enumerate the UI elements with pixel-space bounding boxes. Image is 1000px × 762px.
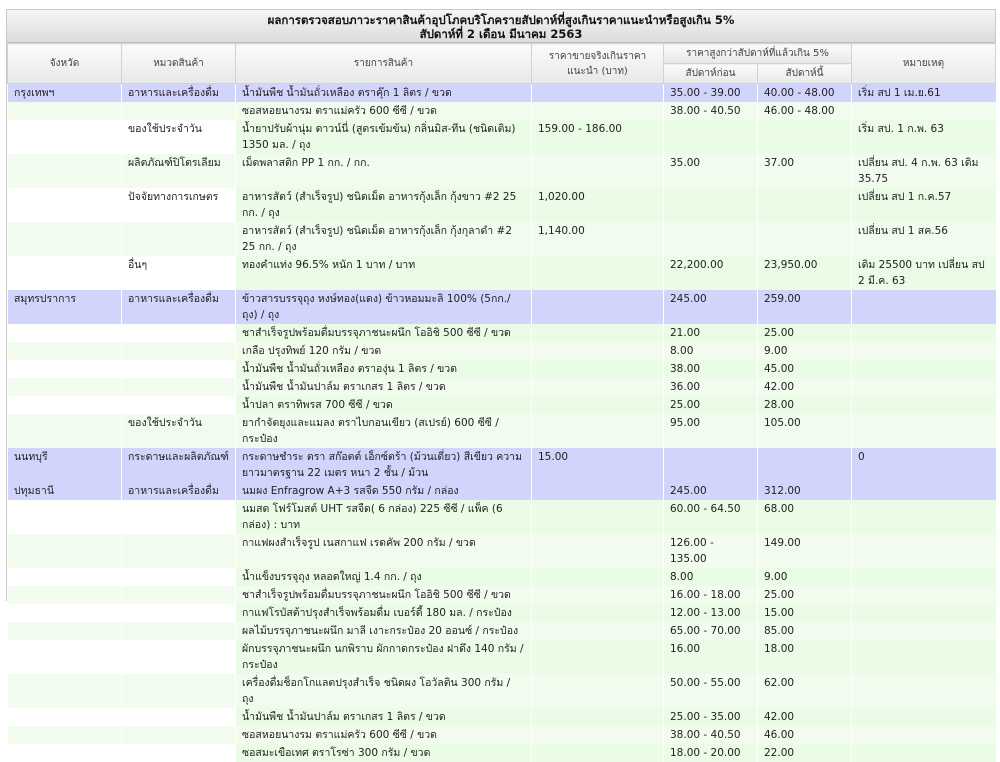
prev-week-cell: 25.00 [664, 396, 758, 414]
this-week-cell [758, 188, 852, 222]
table-row [8, 604, 996, 622]
province-cell [8, 120, 122, 154]
province-cell [8, 726, 122, 744]
item-cell: น้ำยาปรับผ้านุ่ม ดาวน์นี่ (สูตรเข้มข้น) กลิ่นมิส-ทีน (ชนิดเติม) 1350 มล. / ถุง [236, 120, 532, 154]
col-header-province: จังหวัด [8, 44, 122, 84]
category-cell [122, 360, 236, 378]
province-cell [8, 360, 122, 378]
prev-week-cell: 35.00 [664, 154, 758, 188]
item-cell: ชาสำเร็จรูปพร้อมดื่มบรรจุภาชนะผนึก โออิชิ 500 ซีซี / ขวด [236, 324, 532, 342]
item-cell: ซอสมะเขือเทศ ตราโรซ่า 300 กรัม / ขวด [236, 744, 532, 762]
table-row [8, 708, 996, 726]
note-cell [852, 586, 996, 604]
note-cell: เดิม 25500 บาท เปลี่ยน สป 2 มี.ค. 63 [852, 256, 996, 290]
province-cell [8, 604, 122, 622]
table-row [8, 188, 996, 222]
this-week-cell: 37.00 [758, 154, 852, 188]
table-row [8, 414, 996, 448]
note-cell [852, 622, 996, 640]
report-title-line2: สัปดาห์ที่ 2 เดือน มีนาคม 2563 [7, 27, 995, 41]
item-cell: ซอสหอยนางรม ตราแม่ครัว 600 ซีซี / ขวด [236, 726, 532, 744]
province-cell [8, 586, 122, 604]
col-header-category: หมวดสินค้า [122, 44, 236, 84]
this-week-cell: 22.00 [758, 744, 852, 762]
this-week-cell: 18.00 [758, 640, 852, 674]
item-cell: น้ำปลา ตราทิพรส 700 ซีซี / ขวด [236, 396, 532, 414]
category-cell [122, 342, 236, 360]
province-cell: สมุทรปราการ [8, 290, 122, 324]
province-cell [8, 414, 122, 448]
item-cell: ชาสำเร็จรูปพร้อมดื่มบรรจุภาชนะผนึก โออิชิ 500 ซีซี / ขวด [236, 586, 532, 604]
prev-week-cell: 16.00 [664, 640, 758, 674]
prev-week-cell [664, 222, 758, 256]
prev-week-cell: 36.00 [664, 378, 758, 396]
category-cell [122, 324, 236, 342]
item-cell: นมผง Enfragrow A+3 รสจืด 550 กรัม / กล่อง [236, 482, 532, 500]
province-cell [8, 342, 122, 360]
table-row [8, 120, 996, 154]
note-cell [852, 396, 996, 414]
ref-price-cell [532, 324, 664, 342]
category-cell [122, 708, 236, 726]
item-cell: เกลือ ปรุงทิพย์ 120 กรัม / ขวด [236, 342, 532, 360]
table-row [8, 500, 996, 534]
province-cell: ปทุมธานี [8, 482, 122, 500]
prev-week-cell [664, 188, 758, 222]
note-cell: 0 [852, 448, 996, 482]
category-cell [122, 674, 236, 708]
prev-week-cell: 50.00 - 55.00 [664, 674, 758, 708]
prev-week-cell: 38.00 [664, 360, 758, 378]
note-cell [852, 500, 996, 534]
this-week-cell: 42.00 [758, 378, 852, 396]
prev-week-cell: 38.00 - 40.50 [664, 102, 758, 120]
prev-week-cell: 16.00 - 18.00 [664, 586, 758, 604]
item-cell: น้ำมันพืช น้ำมันถั่วเหลือง ตราคุ๊ก 1 ลิตร / ขวด [236, 84, 532, 103]
category-cell [122, 396, 236, 414]
category-cell [122, 102, 236, 120]
prev-week-cell [664, 120, 758, 154]
category-cell [122, 622, 236, 640]
province-cell [8, 674, 122, 708]
category-cell [122, 222, 236, 256]
category-cell [122, 640, 236, 674]
category-cell: อาหารและเครื่องดื่ม [122, 290, 236, 324]
table-row [8, 534, 996, 568]
note-cell [852, 102, 996, 120]
ref-price-cell [532, 604, 664, 622]
prev-week-cell: 245.00 [664, 482, 758, 500]
this-week-cell: 28.00 [758, 396, 852, 414]
ref-price-cell [532, 360, 664, 378]
prev-week-cell: 95.00 [664, 414, 758, 448]
prev-week-cell: 60.00 - 64.50 [664, 500, 758, 534]
item-cell: น้ำแข็งบรรจุถุง หลอดใหญ่ 1.4 กก. / ถุง [236, 568, 532, 586]
province-cell [8, 534, 122, 568]
table-row [8, 378, 996, 396]
category-cell [122, 568, 236, 586]
note-cell: เปลี่ยน สป 1 ก.ค.57 [852, 188, 996, 222]
table-row [8, 640, 996, 674]
ref-price-cell [532, 674, 664, 708]
note-cell [852, 534, 996, 568]
prev-week-cell: 21.00 [664, 324, 758, 342]
this-week-cell: 259.00 [758, 290, 852, 324]
table-row [8, 222, 996, 256]
prev-week-cell: 22,200.00 [664, 256, 758, 290]
item-cell: อาหารสัตว์ (สำเร็จรูป) ชนิดเม็ด อาหารกุ้งเล็ก กุ้งกุลาดำ #2 25 กก. / ถุง [236, 222, 532, 256]
ref-price-cell [532, 708, 664, 726]
note-cell [852, 342, 996, 360]
ref-price-cell [532, 568, 664, 586]
item-cell: ทองคำแท่ง 96.5% หนัก 1 บาท / บาท [236, 256, 532, 290]
price-table [7, 43, 996, 762]
province-cell [8, 378, 122, 396]
item-cell: อาหารสัตว์ (สำเร็จรูป) ชนิดเม็ด อาหารกุ้งเล็ก กุ้งขาว #2 25 กก. / ถุง [236, 188, 532, 222]
category-cell: ของใช้ประจำวัน [122, 120, 236, 154]
ref-price-cell: 15.00 [532, 448, 664, 482]
prev-week-cell: 8.00 [664, 568, 758, 586]
this-week-cell: 149.00 [758, 534, 852, 568]
category-cell: ปัจจัยทางการเกษตร [122, 188, 236, 222]
category-cell [122, 500, 236, 534]
col-header-ref-price: ราคาขายจริงเกินราคาแนะนำ (บาท) [532, 44, 664, 84]
prev-week-cell: 245.00 [664, 290, 758, 324]
this-week-cell: 46.00 [758, 726, 852, 744]
table-row [8, 84, 996, 103]
item-cell: น้ำมันพืช น้ำมันถั่วเหลือง ตราองุ่น 1 ลิตร / ขวด [236, 360, 532, 378]
ref-price-cell [532, 378, 664, 396]
table-row [8, 342, 996, 360]
table-row [8, 622, 996, 640]
ref-price-cell [532, 396, 664, 414]
this-week-cell: 9.00 [758, 342, 852, 360]
item-cell: นมสด โฟร์โมสต์ UHT รสจืด( 6 กล่อง) 225 ซีซี / แพ็ค (6 กล่อง) : บาท [236, 500, 532, 534]
note-cell [852, 482, 996, 500]
category-cell: อาหารและเครื่องดื่ม [122, 84, 236, 103]
prev-week-cell: 65.00 - 70.00 [664, 622, 758, 640]
province-cell [8, 744, 122, 762]
item-cell: เครื่องดื่มช็อกโกแลตปรุงสำเร็จ ชนิดผง โอวัลติน 300 กรัม / ถุง [236, 674, 532, 708]
this-week-cell: 9.00 [758, 568, 852, 586]
report-title-line1: ผลการตรวจสอบภาวะราคาสินค้าอุปโภคบริโภครายสัปดาห์ที่สูงเกินราคาแนะนำหรือสูงเกิน 5% [7, 13, 995, 27]
this-week-cell [758, 222, 852, 256]
col-header-this-week: สัปดาห์นี้ [758, 64, 852, 84]
this-week-cell: 62.00 [758, 674, 852, 708]
this-week-cell [758, 120, 852, 154]
prev-week-cell [664, 448, 758, 482]
category-cell: ผลิตภัณฑ์ปิโตรเลียม [122, 154, 236, 188]
col-header-over5-group: ราคาสูงกว่าสัปดาห์ที่แล้วเกิน 5% [664, 44, 852, 64]
this-week-cell: 40.00 - 48.00 [758, 84, 852, 103]
ref-price-cell [532, 414, 664, 448]
note-cell [852, 744, 996, 762]
province-cell [8, 188, 122, 222]
province-cell [8, 154, 122, 188]
note-cell [852, 674, 996, 708]
note-cell [852, 378, 996, 396]
ref-price-cell [532, 500, 664, 534]
prev-week-cell: 126.00 - 135.00 [664, 534, 758, 568]
ref-price-cell: 1,020.00 [532, 188, 664, 222]
province-cell: นนทบุรี [8, 448, 122, 482]
table-row [8, 290, 996, 324]
this-week-cell: 105.00 [758, 414, 852, 448]
prev-week-cell: 8.00 [664, 342, 758, 360]
ref-price-cell [532, 84, 664, 103]
table-row [8, 448, 996, 482]
table-row [8, 154, 996, 188]
province-cell [8, 102, 122, 120]
report-panel [6, 9, 996, 601]
item-cell: ข้าวสารบรรจุถุง หงษ์ทอง(แดง) ข้าวหอมมะลิ 100% (5กก./ถุง) / ถุง [236, 290, 532, 324]
this-week-cell: 85.00 [758, 622, 852, 640]
note-cell [852, 290, 996, 324]
province-cell [8, 256, 122, 290]
item-cell: กระดาษชำระ ตรา สก๊อตต์ เอ็กซ์ตร้า (ม้วนเดี่ยว) สีเขียว ความยาวมาตรฐาน 22 เมตร หนา 2 ชั้น / ม้วน [236, 448, 532, 482]
province-cell [8, 222, 122, 256]
category-cell: ของใช้ประจำวัน [122, 414, 236, 448]
ref-price-cell [532, 102, 664, 120]
this-week-cell: 46.00 - 48.00 [758, 102, 852, 120]
province-cell: กรุงเทพฯ [8, 84, 122, 103]
province-cell [8, 708, 122, 726]
note-cell [852, 360, 996, 378]
col-header-item: รายการสินค้า [236, 44, 532, 84]
note-cell [852, 568, 996, 586]
province-cell [8, 396, 122, 414]
item-cell: ผลไม้บรรจุภาชนะผนึก มาลี เงาะกระป๋อง 20 ออนซ์ / กระป๋อง [236, 622, 532, 640]
province-cell [8, 324, 122, 342]
ref-price-cell [532, 154, 664, 188]
table-row [8, 360, 996, 378]
table-row [8, 568, 996, 586]
ref-price-cell [532, 622, 664, 640]
note-cell [852, 414, 996, 448]
ref-price-cell: 159.00 - 186.00 [532, 120, 664, 154]
province-cell [8, 622, 122, 640]
province-cell [8, 500, 122, 534]
this-week-cell: 312.00 [758, 482, 852, 500]
ref-price-cell [532, 534, 664, 568]
note-cell: เปลี่ยน สป 1 สค.56 [852, 222, 996, 256]
col-header-note: หมายเหตุ [852, 44, 996, 84]
table-row [8, 586, 996, 604]
ref-price-cell [532, 256, 664, 290]
prev-week-cell: 12.00 - 13.00 [664, 604, 758, 622]
note-cell [852, 708, 996, 726]
this-week-cell: 23,950.00 [758, 256, 852, 290]
province-cell [8, 640, 122, 674]
category-cell [122, 604, 236, 622]
prev-week-cell: 35.00 - 39.00 [664, 84, 758, 103]
prev-week-cell: 38.00 - 40.50 [664, 726, 758, 744]
category-cell: กระดาษและผลิตภัณฑ์ [122, 448, 236, 482]
this-week-cell: 42.00 [758, 708, 852, 726]
note-cell: เริ่ม สป. 1 ก.พ. 63 [852, 120, 996, 154]
category-cell [122, 726, 236, 744]
table-row [8, 744, 996, 762]
table-row [8, 674, 996, 708]
note-cell [852, 640, 996, 674]
category-cell: อื่นๆ [122, 256, 236, 290]
item-cell: น้ำมันพืช น้ำมันปาล์ม ตราเกสร 1 ลิตร / ขวด [236, 708, 532, 726]
table-row [8, 324, 996, 342]
category-cell [122, 586, 236, 604]
ref-price-cell [532, 342, 664, 360]
category-cell [122, 534, 236, 568]
ref-price-cell: 1,140.00 [532, 222, 664, 256]
table-row [8, 726, 996, 744]
note-cell [852, 324, 996, 342]
note-cell: เริ่ม สป 1 เม.ย.61 [852, 84, 996, 103]
table-row [8, 396, 996, 414]
table-row [8, 256, 996, 290]
ref-price-cell [532, 586, 664, 604]
ref-price-cell [532, 726, 664, 744]
item-cell: ผักบรรจุภาชนะผนึก นกพิราบ ผักกาดกระป๋อง ฝาดึง 140 กรัม / กระป๋อง [236, 640, 532, 674]
item-cell: ยากำจัดยุงและแมลง ตราไบกอนเขียว (สเปรย์) 600 ซีซี / กระป๋อง [236, 414, 532, 448]
category-cell [122, 378, 236, 396]
this-week-cell: 68.00 [758, 500, 852, 534]
this-week-cell: 15.00 [758, 604, 852, 622]
ref-price-cell [532, 744, 664, 762]
this-week-cell: 25.00 [758, 586, 852, 604]
this-week-cell [758, 448, 852, 482]
category-cell: อาหารและเครื่องดื่ม [122, 482, 236, 500]
col-header-prev-week: สัปดาห์ก่อน [664, 64, 758, 84]
item-cell: ซอสหอยนางรม ตราแม่ครัว 600 ซีซี / ขวด [236, 102, 532, 120]
item-cell: เม็ดพลาสติก PP 1 กก. / กก. [236, 154, 532, 188]
prev-week-cell: 25.00 - 35.00 [664, 708, 758, 726]
ref-price-cell [532, 640, 664, 674]
table-body [8, 84, 996, 762]
this-week-cell: 25.00 [758, 324, 852, 342]
table-row [8, 482, 996, 500]
report-title [7, 10, 995, 43]
item-cell: กาแฟผงสำเร็จรูป เนสกาแฟ เรดคัพ 200 กรัม / ขวด [236, 534, 532, 568]
item-cell: น้ำมันพืช น้ำมันปาล์ม ตราเกสร 1 ลิตร / ขวด [236, 378, 532, 396]
item-cell: กาแฟโรบัสต้าปรุงสำเร็จพร้อมดื่ม เบอร์ดี้ 180 มล. / กระป๋อง [236, 604, 532, 622]
category-cell [122, 744, 236, 762]
this-week-cell: 45.00 [758, 360, 852, 378]
note-cell [852, 604, 996, 622]
province-cell [8, 568, 122, 586]
prev-week-cell: 18.00 - 20.00 [664, 744, 758, 762]
note-cell [852, 726, 996, 744]
ref-price-cell [532, 290, 664, 324]
note-cell: เปลี่ยน สป. 4 ก.พ. 63 เดิม 35.75 [852, 154, 996, 188]
table-row [8, 102, 996, 120]
ref-price-cell [532, 482, 664, 500]
